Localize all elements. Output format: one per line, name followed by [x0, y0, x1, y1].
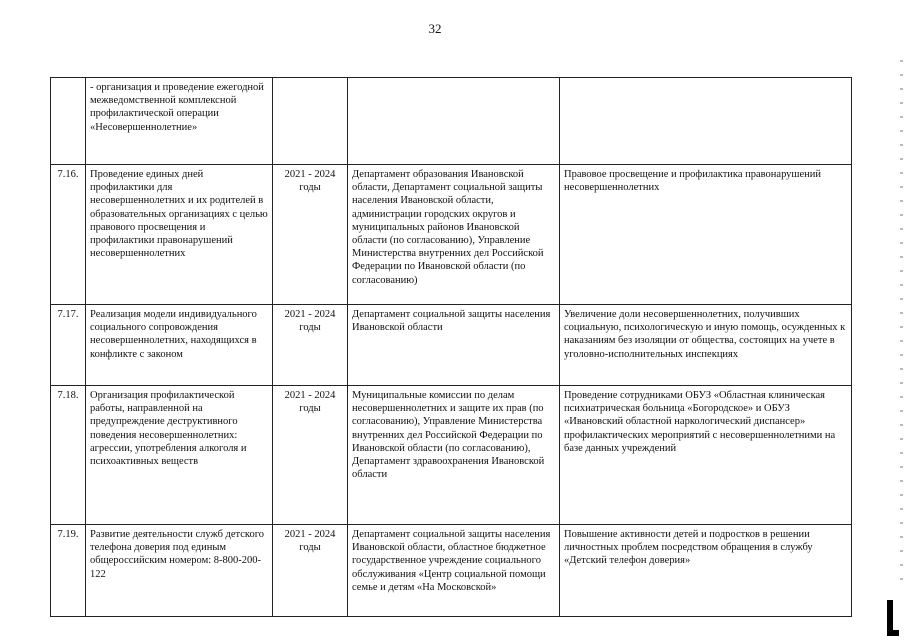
table-row — [51, 305, 852, 386]
executor-cell: Департамент социальной защиты населения Ивановской области — [348, 305, 560, 386]
row-number: 7.16. — [51, 165, 86, 305]
event-cell: Развитие деятельности служб детского телефона доверия под единым общероссийским номером: 8-800-200-122 — [86, 525, 273, 617]
result-cell: Проведение сотрудниками ОБУЗ «Областная клиническая психиатрическая больница «Богородское» и ОБУЗ «Ивановский областной наркологический диспансер» профилактических мероприятий с несовершеннолетними на базе данных учреждений — [560, 386, 852, 525]
executor-cell — [348, 78, 560, 165]
period-unit: годы — [299, 182, 321, 194]
event-cell: - организация и проведение ежегодной межведомственной комплексной профилактической операции «Несовершеннолетние» — [86, 78, 273, 165]
row-number — [51, 78, 86, 165]
period-cell — [273, 386, 348, 525]
period-unit: годы — [299, 403, 321, 415]
scan-edge-artifact — [900, 60, 903, 580]
period-cell — [273, 78, 348, 165]
period-years: 2021 - 2024 — [284, 390, 336, 401]
result-cell — [560, 78, 852, 165]
executor-cell: Департамент образования Ивановской области, Департамент социальной защиты населения Ивановской области, администрации городских округов и муниципальных районов Ивановской области (по согласованию), Управление Министерства внутренних дел Российской Федерации по Ивановской области (по согласованию) — [348, 165, 560, 305]
result-cell: Увеличение доли несовершеннолетних, получивших социальную, психологическую и иную помощь, осужденных к наказаниям без изоляции от общества, состоящих на учете в уголовно-исполнительных инспекциях — [560, 305, 852, 386]
table-row — [51, 525, 852, 617]
period-years: 2021 - 2024 — [284, 169, 336, 180]
table-row — [51, 165, 852, 305]
table-row — [51, 78, 852, 165]
executor-cell: Департамент социальной защиты населения Ивановской области, областное бюджетное государственное учреждение социального обслуживания «Центр социальной помощи семье и детям «На Московской» — [348, 525, 560, 617]
page-number: 32 — [428, 21, 442, 36]
period-cell — [273, 165, 348, 305]
event-cell: Организация профилактической работы, направленной на предупреждение деструктивного поведения несовершеннолетних: агрессии, употребления алкоголя и психоактивных веществ — [86, 386, 273, 525]
period-cell — [273, 525, 348, 617]
row-number: 7.19. — [51, 525, 86, 617]
period-unit: годы — [299, 322, 321, 334]
row-number: 7.17. — [51, 305, 86, 386]
event-cell: Реализация модели индивидуального социального сопровождения несовершеннолетних, находящихся в конфликте с законом — [86, 305, 273, 386]
measures-table — [50, 77, 852, 617]
scan-corner-mark — [887, 600, 899, 636]
period-unit: годы — [299, 542, 321, 554]
result-cell: Правовое просвещение и профилактика правонарушений несовершеннолетних — [560, 165, 852, 305]
period-years: 2021 - 2024 — [284, 529, 336, 540]
executor-cell: Муниципальные комиссии по делам несовершеннолетних и защите их прав (по согласованию), Управление Министерства внутренних дел Российской Федерации по Ивановской области (по согласованию), Департамент здравоохранения Ивановской области — [348, 386, 560, 525]
result-cell: Повышение активности детей и подростков в решении личностных проблем посредством обращения в службу «Детский телефон доверия» — [560, 525, 852, 617]
row-number: 7.18. — [51, 386, 86, 525]
table-row — [51, 386, 852, 525]
period-years: 2021 - 2024 — [284, 309, 336, 320]
period-cell — [273, 305, 348, 386]
event-cell: Проведение единых дней профилактики для несовершеннолетних и их родителей в образовательных организациях с целью правового просвещения и профилактики правонарушений несовершеннолетних — [86, 165, 273, 305]
